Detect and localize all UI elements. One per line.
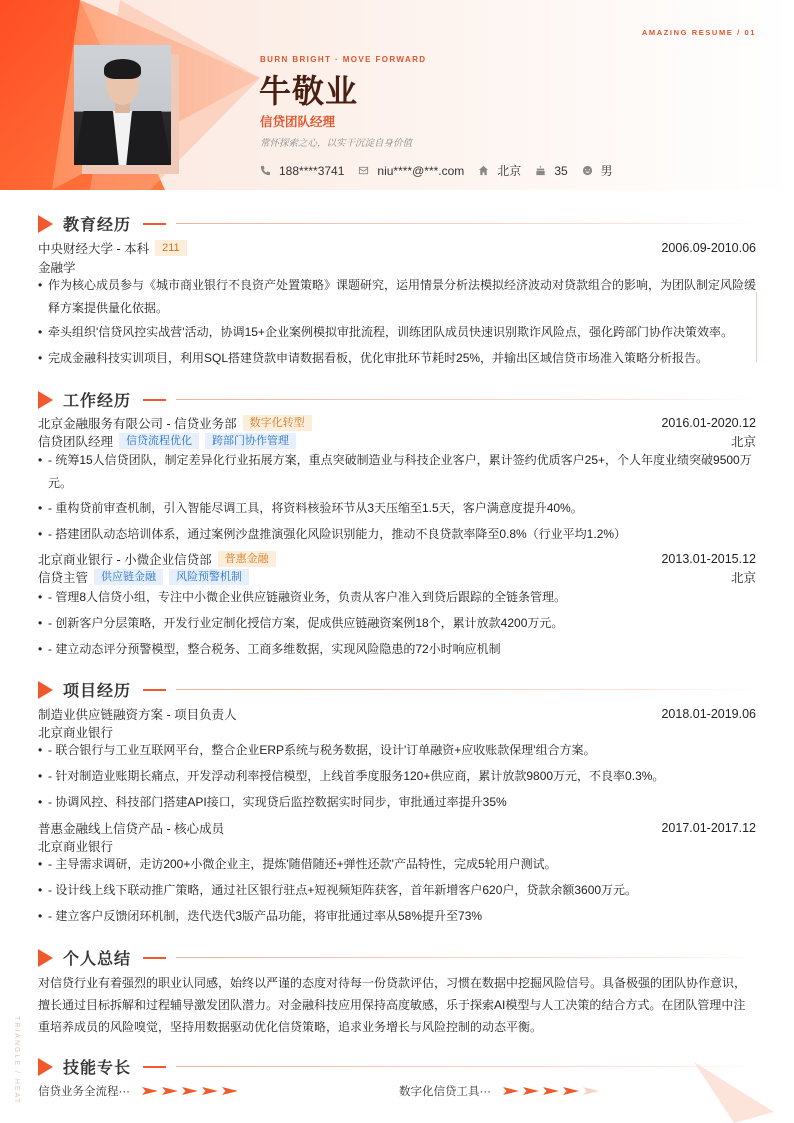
work-header xyxy=(38,414,756,432)
work-bullet: • - 建立动态评分预警模型，整合税务、工商多维数据，实现风险隐患的72小时响应机制 xyxy=(38,638,756,661)
skill-tag: 风险预警机制 xyxy=(169,569,249,585)
project-bullet: • - 设计线上线下联动推广策略，通过社区银行驻点+短视频矩阵获客，首年新增客户620户，贷款余额3600万元。 xyxy=(38,879,756,902)
contact-age: 35 xyxy=(535,164,567,178)
work-bullet: • - 搭建团队动态培训体系，通过案例沙盘推演强化风险识别能力，推动不良贷款率降至0.8%（行业平均1.2%） xyxy=(38,523,756,546)
triangle-icon xyxy=(38,1058,53,1076)
project-bullet: • - 联合银行与工业互联网平台，整合企业ERP系统与税务数据，设计'订单融资+应收账款保理'组合方案。 xyxy=(38,739,756,762)
skill-label: 数字化信贷工具··· xyxy=(399,1086,491,1098)
project-bullet: • - 协调风控、科技部门搭建API接口，实现贷后监控数据实时同步，审批通过率提升35% xyxy=(38,791,756,814)
work-dates: 2013.01-2015.12 xyxy=(661,552,756,566)
skill-arrow-filled xyxy=(182,1087,198,1095)
school-tag: 211 xyxy=(155,240,187,256)
project-bullet: • - 主导需求调研，走访200+小微企业主，提炼'随借随还+弹性还款'产品特性，完成5轮用户测试。 xyxy=(38,853,756,876)
skill-arrow-empty xyxy=(583,1087,599,1095)
skill-arrow-filled xyxy=(222,1087,238,1095)
project-bullet: • - 针对制造业账期长痛点，开发浮动利率授信模型，上线首季度服务120+供应商，累计放款9800万元，不良率0.3%。 xyxy=(38,765,756,788)
skill-arrow-filled xyxy=(563,1087,579,1095)
tagline: BURN BRIGHT · MOVE FORWARD xyxy=(260,55,427,64)
corner-decoration xyxy=(694,1062,794,1123)
candidate-name: 牛敬业 xyxy=(259,73,359,109)
smile-icon xyxy=(582,165,593,176)
section-skills-title: 技能专长 xyxy=(38,1055,758,1078)
company-tag: 数字化转型 xyxy=(243,415,312,431)
work-city: 北京 xyxy=(730,435,756,449)
section-work-title: 工作经历 xyxy=(38,388,758,411)
skill-tag: 供应链金融 xyxy=(94,569,163,585)
work-title-row xyxy=(38,432,756,450)
project-title: 制造业供应链融资方案 - 项目负责人 xyxy=(38,708,237,722)
education-header xyxy=(38,239,756,257)
school-name: 中央财经大学 - 本科 xyxy=(38,242,150,256)
work-title-row xyxy=(38,568,756,586)
contact-gender: 男 xyxy=(582,162,613,179)
skill-item xyxy=(38,1083,242,1099)
skill-arrow-filled xyxy=(523,1087,539,1095)
education-bullet: • 牵头组织'信贷风控实战营'活动，协调15+企业案例模拟审批流程，训练团队成员快速识别欺诈风险点，强化跨部门协作决策效率。 xyxy=(38,321,756,344)
skill-arrow-filled xyxy=(503,1087,519,1095)
resume-label: AMAZING RESUME / 01 xyxy=(641,28,756,37)
project-title: 普惠金融线上信贷产品 - 核心成员 xyxy=(38,822,225,836)
work-bullet: • - 创新客户分层策略，开发行业定制化授信方案，促成供应链融资案例18个，累计放款4200万元。 xyxy=(38,612,756,635)
skill-tag: 跨部门协作管理 xyxy=(205,433,296,449)
project-header xyxy=(38,705,756,723)
contact-email: niu****@***.com xyxy=(358,164,464,178)
cake-icon xyxy=(535,165,546,176)
skill-item xyxy=(399,1083,603,1099)
candidate-role: 信贷团队经理 xyxy=(260,115,336,129)
education-major: 金融学 xyxy=(38,261,76,275)
education-bullet: • 作为核心成员参与《城市商业银行不良资产处置策略》课题研究，运用情景分析法模拟经济波动对贷款组合的影响，为团队制定风险缓释方案提供量化依据。 xyxy=(38,274,756,320)
skill-tag: 信贷流程优化 xyxy=(119,433,199,449)
skill-arrow-filled xyxy=(142,1087,158,1095)
work-bullet: • - 统筹15人信贷团队，制定差异化行业拓展方案，重点突破制造业与科技企业客户，累计签约优质客户25+，个人年度业绩突破9500万元。 xyxy=(38,449,756,495)
triangle-icon xyxy=(38,215,53,233)
section-projects-title: 项目经历 xyxy=(38,678,758,701)
work-dates: 2016.01-2020.12 xyxy=(661,416,756,430)
project-header xyxy=(38,819,756,837)
company-name: 北京商业银行 - 小微企业信贷部 xyxy=(38,553,212,567)
job-title: 信贷团队经理 xyxy=(38,435,114,449)
home-icon xyxy=(478,165,489,176)
side-divider xyxy=(756,292,757,362)
contact-city: 北京 xyxy=(478,162,521,179)
skill-arrow-filled xyxy=(162,1087,178,1095)
candidate-motto: 常怀探索之心，以实干沉淀自身价值 xyxy=(260,138,413,149)
project-org: 北京商业银行 xyxy=(38,726,114,740)
company-tag: 普惠金融 xyxy=(218,551,276,567)
project-bullet: • - 建立客户反馈闭环机制，迭代迭代3版产品功能，将审批通过率从58%提升至73% xyxy=(38,905,756,928)
contact-phone: 188****3741 xyxy=(260,164,344,178)
mail-icon xyxy=(358,165,369,176)
section-summary-title: 个人总结 xyxy=(38,946,758,969)
project-dates: 2018.01-2019.06 xyxy=(661,707,756,721)
job-title: 信贷主管 xyxy=(38,571,89,585)
work-city: 北京 xyxy=(730,571,756,585)
education-dates: 2006.09-2010.06 xyxy=(661,241,756,255)
triangle-icon xyxy=(38,391,53,409)
skill-arrow-filled xyxy=(202,1087,218,1095)
summary-text: 对信贷行业有着强烈的职业认同感，始终以严谨的态度对待每一份贷款评估，习惯在数据中挖掘风险信号。具备极强的团队协作意识，擅长通过目标拆解和过程辅导激发团队潜力。对金融科技应用保持高度敏感，乐于探索AI模型与人工决策的结合方式。在团队管理中注重培养成员的风险嗅觉，坚持用数据驱动优化信贷策略，追求业务增长与风险控制的动态平衡。 xyxy=(38,976,747,1034)
education-bullet: • 完成金融科技实训项目，利用SQL搭建贷款申请数据看板，优化审批环节耗时25%，并输出区域信贷市场准入策略分析报告。 xyxy=(38,347,756,370)
side-vertical-text: TRIANGLE / HEAT xyxy=(13,1016,20,1105)
contact-bar xyxy=(260,162,627,179)
phone-icon xyxy=(260,165,271,176)
project-org: 北京商业银行 xyxy=(38,840,114,854)
work-header xyxy=(38,550,756,568)
project-dates: 2017.01-2017.12 xyxy=(661,821,756,835)
company-name: 北京金融服务有限公司 - 信贷业务部 xyxy=(38,417,237,431)
work-bullet: • - 管理8人信贷小组，专注中小微企业供应链融资业务，负责从客户准入到贷后跟踪的全链条管理。 xyxy=(38,586,756,609)
skill-arrow-filled xyxy=(543,1087,559,1095)
work-bullet: • - 重构贷前审查机制，引入智能尽调工具，将资料核验环节从3天压缩至1.5天，客户满意度提升40%。 xyxy=(38,497,756,520)
profile-photo xyxy=(74,45,171,165)
section-education-title: 教育经历 xyxy=(38,212,758,235)
triangle-icon xyxy=(38,949,53,967)
skill-label: 信贷业务全流程··· xyxy=(38,1086,130,1098)
skill-level xyxy=(503,1087,603,1095)
skill-level xyxy=(142,1087,242,1095)
triangle-icon xyxy=(38,681,53,699)
